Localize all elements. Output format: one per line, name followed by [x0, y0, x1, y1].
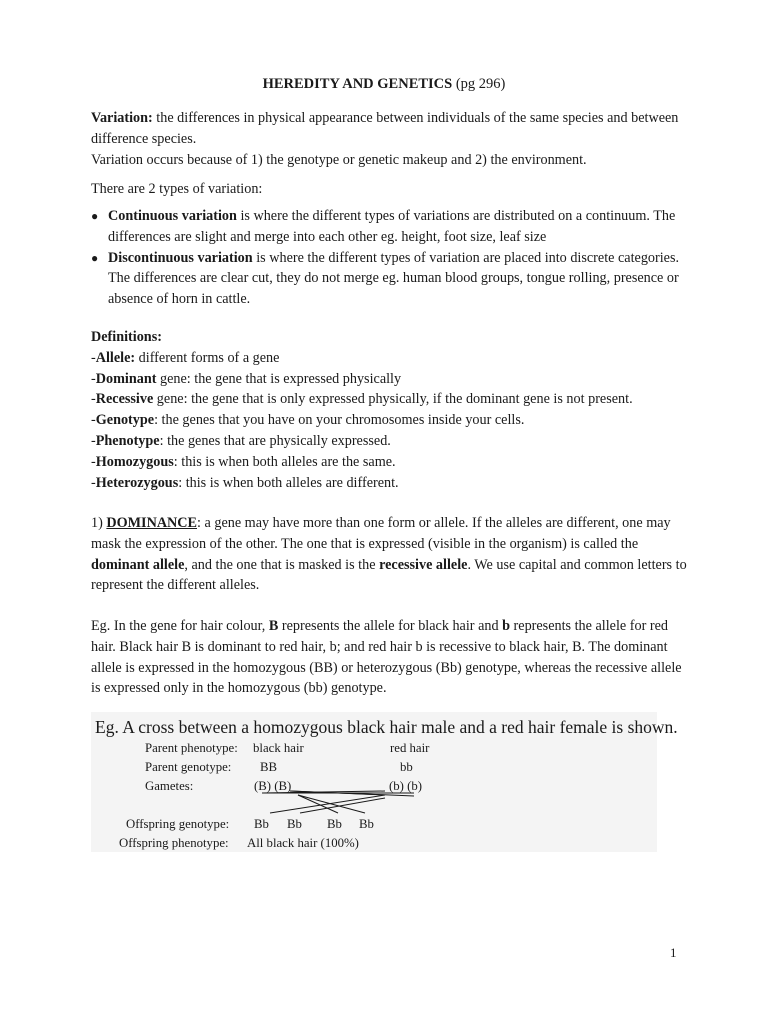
- discontinuous-term: Discontinuous variation: [108, 249, 253, 266]
- definition-text: gene: the gene that is only expressed physically, if the dominant gene is not present.: [153, 391, 633, 408]
- definition-recessive: -Recessive gene: the gene that is only expressed physically, if the dominant gene is not present.: [91, 391, 633, 408]
- definition-text: : the genes that you have on your chromosomes inside your cells.: [154, 412, 525, 429]
- bullet-icon: ●: [91, 250, 99, 265]
- gametes-label: Gametes:: [145, 779, 194, 793]
- continuous-term: Continuous variation: [108, 208, 237, 224]
- definition-text: : this is when both alleles are the same.: [173, 453, 396, 470]
- definition-text: gene: the gene that is expressed physically: [156, 370, 402, 387]
- offspring-genotype-label: Offspring genotype:: [126, 817, 230, 831]
- offspring-phenotype-value: All black hair (100%): [247, 836, 359, 850]
- gametes-male: (B) (B): [254, 779, 292, 793]
- definition-term: Dominant: [95, 370, 157, 387]
- offspring-genotype-2: Bb: [287, 817, 302, 831]
- variation-cause: Variation occurs because of 1) the genotype or genetic makeup and 2) the environment.: [91, 151, 587, 168]
- definition-text: : the genes that are physically expressed.: [159, 432, 391, 449]
- offspring-genotype-4: Bb: [359, 817, 374, 831]
- recessive-allele-term: recessive allele: [379, 556, 468, 573]
- definition-genotype: -Genotype: the genes that you have on your chromosomes inside your cells.: [91, 412, 525, 429]
- parent-genotype-female: bb: [400, 760, 413, 774]
- definition-homozygous: -Homozygous: this is when both alleles are the same.: [91, 453, 396, 470]
- offspring-genotype-1: Bb: [254, 817, 269, 831]
- allele-red-symbol: b: [502, 618, 510, 634]
- example-text: represents the allele for red hair. Black hair B is dominant to red hair, b; and red hair b is recessive to black hair, B. The dominant allele is expressed in the homozygous (BB) or heterozygous (Bb) genotype, whereas the recessive allele is expressed only in the homozygous (bb) genotype.: [91, 618, 682, 697]
- definition-term: Genotype: [95, 412, 155, 429]
- definition-term: Heterozygous: [95, 474, 179, 491]
- definition-heterozygous: -Heterozygous: this is when both alleles are different.: [91, 474, 399, 491]
- definition-term: Recessive: [95, 391, 154, 408]
- definition-dominant: -Dominant gene: the gene that is expressed physically: [91, 370, 402, 387]
- definition-term: Allele:: [95, 349, 136, 366]
- definition-phenotype: -Phenotype: the genes that are physically expressed.: [91, 432, 391, 449]
- offspring-phenotype-label: Offspring phenotype:: [119, 836, 229, 850]
- variation-definition-text: the differences in physical appearance between individuals of the same species and between difference species.: [91, 110, 679, 147]
- dominance-heading-text: DOMINANCE: [106, 515, 198, 531]
- definition-allele: -Allele: different forms of a gene: [91, 349, 280, 366]
- continuous-text: is where the different types of variations are distributed on a continuum. The differences are slight and merge into each other eg. height, foot size, leaf size: [108, 208, 676, 245]
- cross-line: [270, 795, 385, 813]
- definition-text: : this is when both alleles are different.: [178, 474, 399, 491]
- parent-phenotype-male: black hair: [253, 741, 304, 755]
- title-main: HEREDITY AND GENETICS: [262, 76, 453, 92]
- dominance-text: , and the one that is masked is the: [184, 556, 380, 573]
- parent-genotype-male: BB: [260, 760, 278, 774]
- title-page-ref: (pg 296): [452, 76, 506, 92]
- definition-term: Phenotype: [95, 432, 160, 449]
- definitions-heading-text: Definitions:: [91, 329, 162, 345]
- page-number: 1: [670, 945, 677, 960]
- offspring-genotype-3: Bb: [327, 817, 342, 831]
- variation-term: Variation:: [91, 110, 153, 126]
- allele-black-symbol: B: [268, 618, 279, 634]
- dominance-text: : a gene may have more than one form or allele. If the alleles are different, one may mask the expression of the other. The one that is expressed (visible in the organism) is called the: [91, 515, 671, 552]
- parent-phenotype-label: Parent phenotype:: [145, 741, 238, 755]
- definition-text: different forms of a gene: [135, 349, 280, 366]
- dominant-allele-term: dominant allele: [91, 556, 185, 573]
- definition-term: Homozygous: [95, 453, 174, 470]
- dominance-text: . We use capital and common letters to represent the different alleles.: [91, 556, 687, 594]
- dominance-number: 1): [91, 515, 107, 531]
- bullet-icon: ●: [91, 209, 99, 223]
- cross-line: [300, 798, 385, 813]
- example-text: represents the allele for black hair and: [278, 618, 503, 634]
- discontinuous-text: is where the different types of variation are placed into discrete categories. The differences are clear cut, they do not merge eg. human blood groups, tongue rolling, presence or absence of horn in cattle.: [108, 249, 680, 308]
- gametes-female: (b) (b): [389, 779, 423, 793]
- parent-phenotype-female: red hair: [390, 741, 430, 755]
- types-intro: There are 2 types of variation:: [91, 181, 263, 197]
- example-text: Eg. In the gene for hair colour,: [91, 618, 269, 634]
- parent-genotype-label: Parent genotype:: [145, 760, 232, 774]
- cross-title: Eg. A cross between a homozygous black hair male and a red hair female is shown.: [95, 717, 678, 737]
